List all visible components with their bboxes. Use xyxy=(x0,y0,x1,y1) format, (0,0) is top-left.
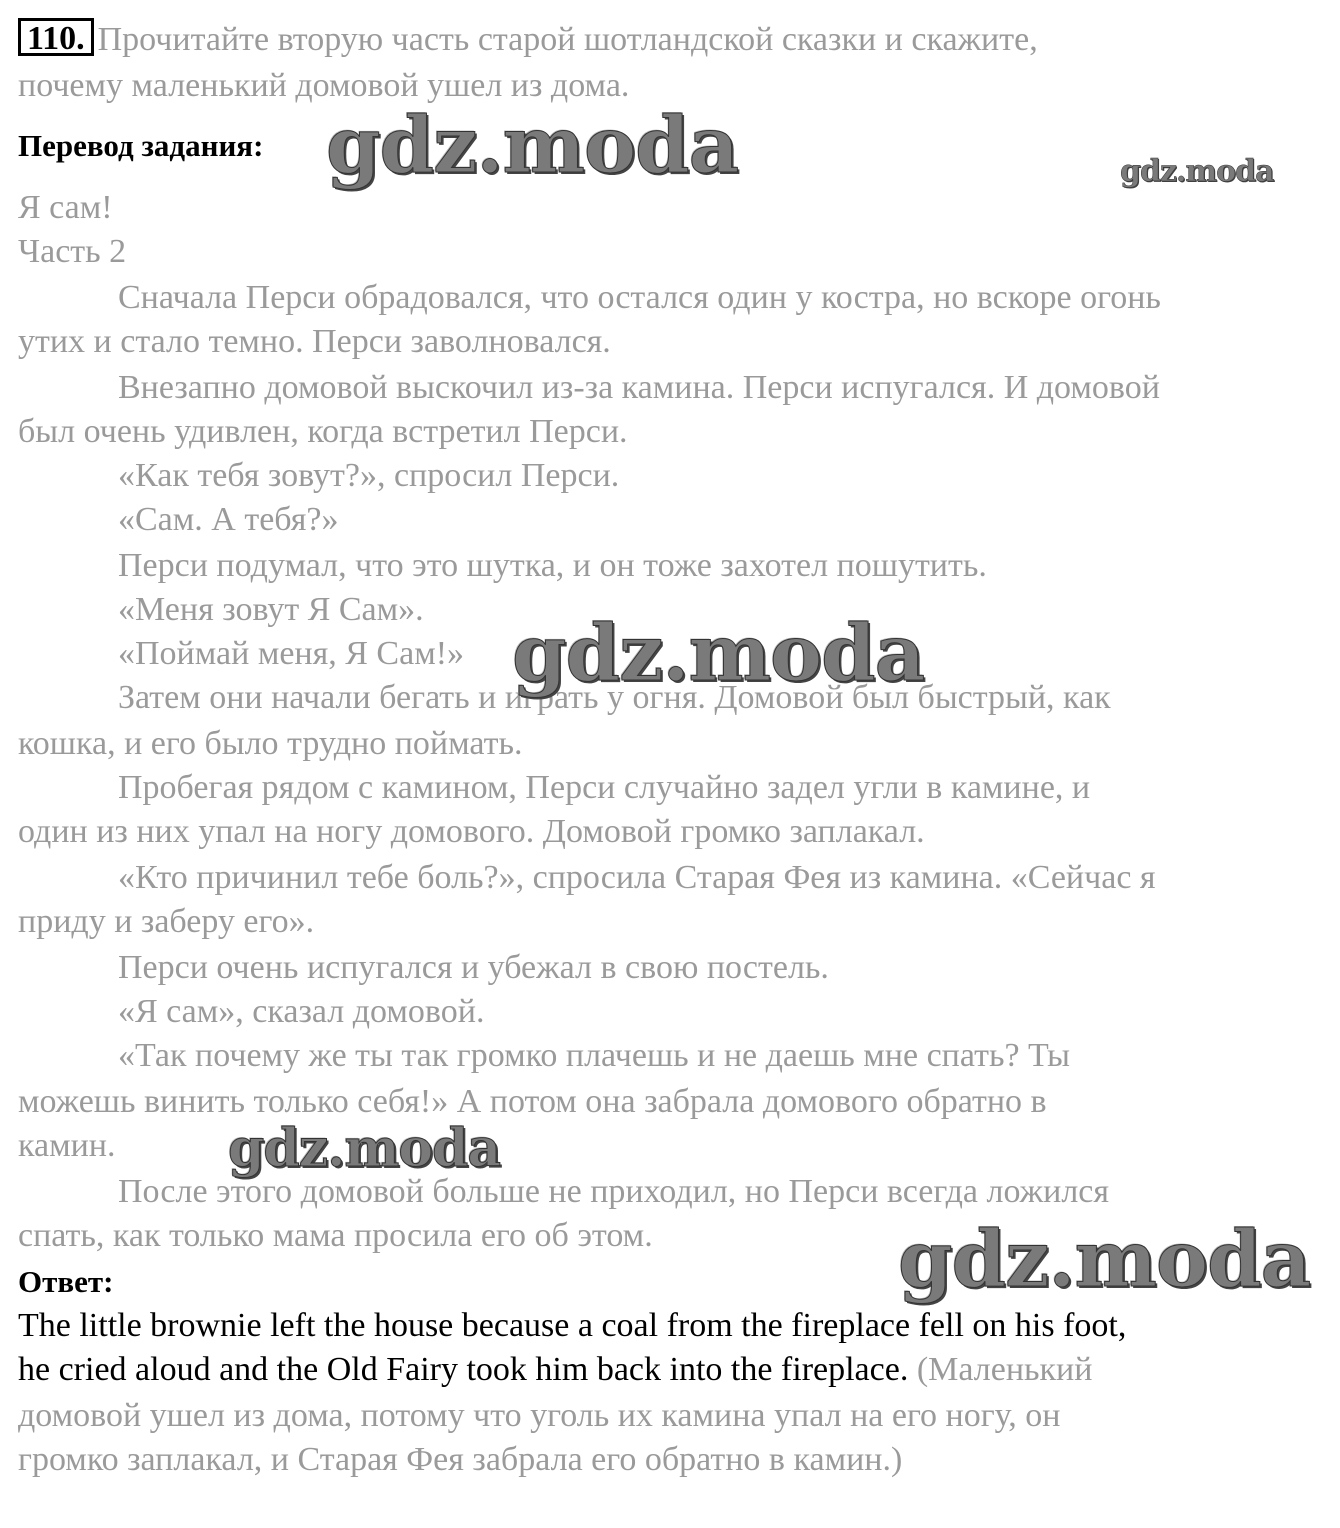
watermark-logo: gdz.moda xyxy=(326,100,739,191)
story-line: один из них упал на ногу домового. Домовой громко заплакал. xyxy=(18,813,925,850)
story-line: камин. xyxy=(18,1127,116,1164)
story-line: После этого домовой больше не приходил, но Перси всегда ложился xyxy=(118,1173,1110,1210)
story-line: кошка, и его было трудно поймать. xyxy=(18,725,523,762)
story-line: «Сам. А тебя?» xyxy=(118,501,339,538)
story-line: «Кто причинил тебе боль?», спросила Старая Фея из камина. «Сейчас я xyxy=(118,859,1156,896)
answer-english-line xyxy=(18,1348,1092,1392)
answer-russian-line: домовой ушел из дома, потому что уголь их камина упал на его ногу, он xyxy=(18,1397,1061,1434)
task-instruction-text: Прочитайте вторую часть старой шотландской сказки и скажите, xyxy=(97,21,1038,58)
watermark-logo: gdz.moda xyxy=(512,608,925,699)
story-line: был очень удивлен, когда встретил Перси. xyxy=(18,413,628,450)
story-title: Я сам! xyxy=(18,189,113,226)
answer-english-line: The little brownie left the house because a coal from the fireplace fell on his foot, xyxy=(18,1307,1127,1344)
story-line: «Так почему же ты так громко плачешь и не даешь мне спать? Ты xyxy=(118,1037,1070,1074)
story-line: «Я сам», сказал домовой. xyxy=(118,993,485,1030)
watermark-logo: gdz.moda xyxy=(228,1118,501,1179)
task-instruction-line xyxy=(18,18,1038,62)
story-part: Часть 2 xyxy=(18,233,127,270)
watermark-logo: gdz.moda xyxy=(1120,154,1274,189)
story-line: Сначала Перси обрадовался, что остался один у костра, но вскоре огонь xyxy=(118,279,1161,316)
story-line: Перси очень испугался и убежал в свою постель. xyxy=(118,949,829,986)
story-line: «Поймай меня, Я Сам!» xyxy=(118,635,465,672)
story-line: Внезапно домовой выскочил из-за камина. Перси испугался. И домовой xyxy=(118,369,1160,406)
story-line: можешь винить только себя!» А потом она забрала домового обратно в xyxy=(18,1083,1047,1120)
story-line: Затем они начали бегать и играть у огня. Домовой был быстрый, как xyxy=(118,679,1111,716)
story-line: приду и заберу его». xyxy=(18,903,315,940)
task-number: 110. xyxy=(18,18,94,56)
task-instruction-line: почему маленький домовой ушел из дома. xyxy=(18,67,630,104)
story-line: «Меня зовут Я Сам». xyxy=(118,591,424,628)
answer-heading: Ответ: xyxy=(18,1264,114,1299)
answer-russian-line: громко заплакал, и Старая Фея забрала его обратно в камин.) xyxy=(18,1441,903,1478)
story-line: Перси подумал, что это шутка, и он тоже захотел пошутить. xyxy=(118,547,987,584)
answer-english-text: he cried aloud and the Old Fairy took him back into the fireplace. xyxy=(18,1351,909,1388)
translation-heading: Перевод задания: xyxy=(18,128,264,163)
watermark-logo: gdz.moda xyxy=(898,1214,1311,1305)
story-line: утих и стало темно. Перси заволновался. xyxy=(18,323,611,360)
story-line: Пробегая рядом с камином, Перси случайно задел угли в камине, и xyxy=(118,769,1091,806)
story-line: «Как тебя зовут?», спросил Перси. xyxy=(118,457,620,494)
story-line: спать, как только мама просила его об этом. xyxy=(18,1217,653,1254)
answer-russian-text: (Маленький xyxy=(916,1351,1093,1388)
